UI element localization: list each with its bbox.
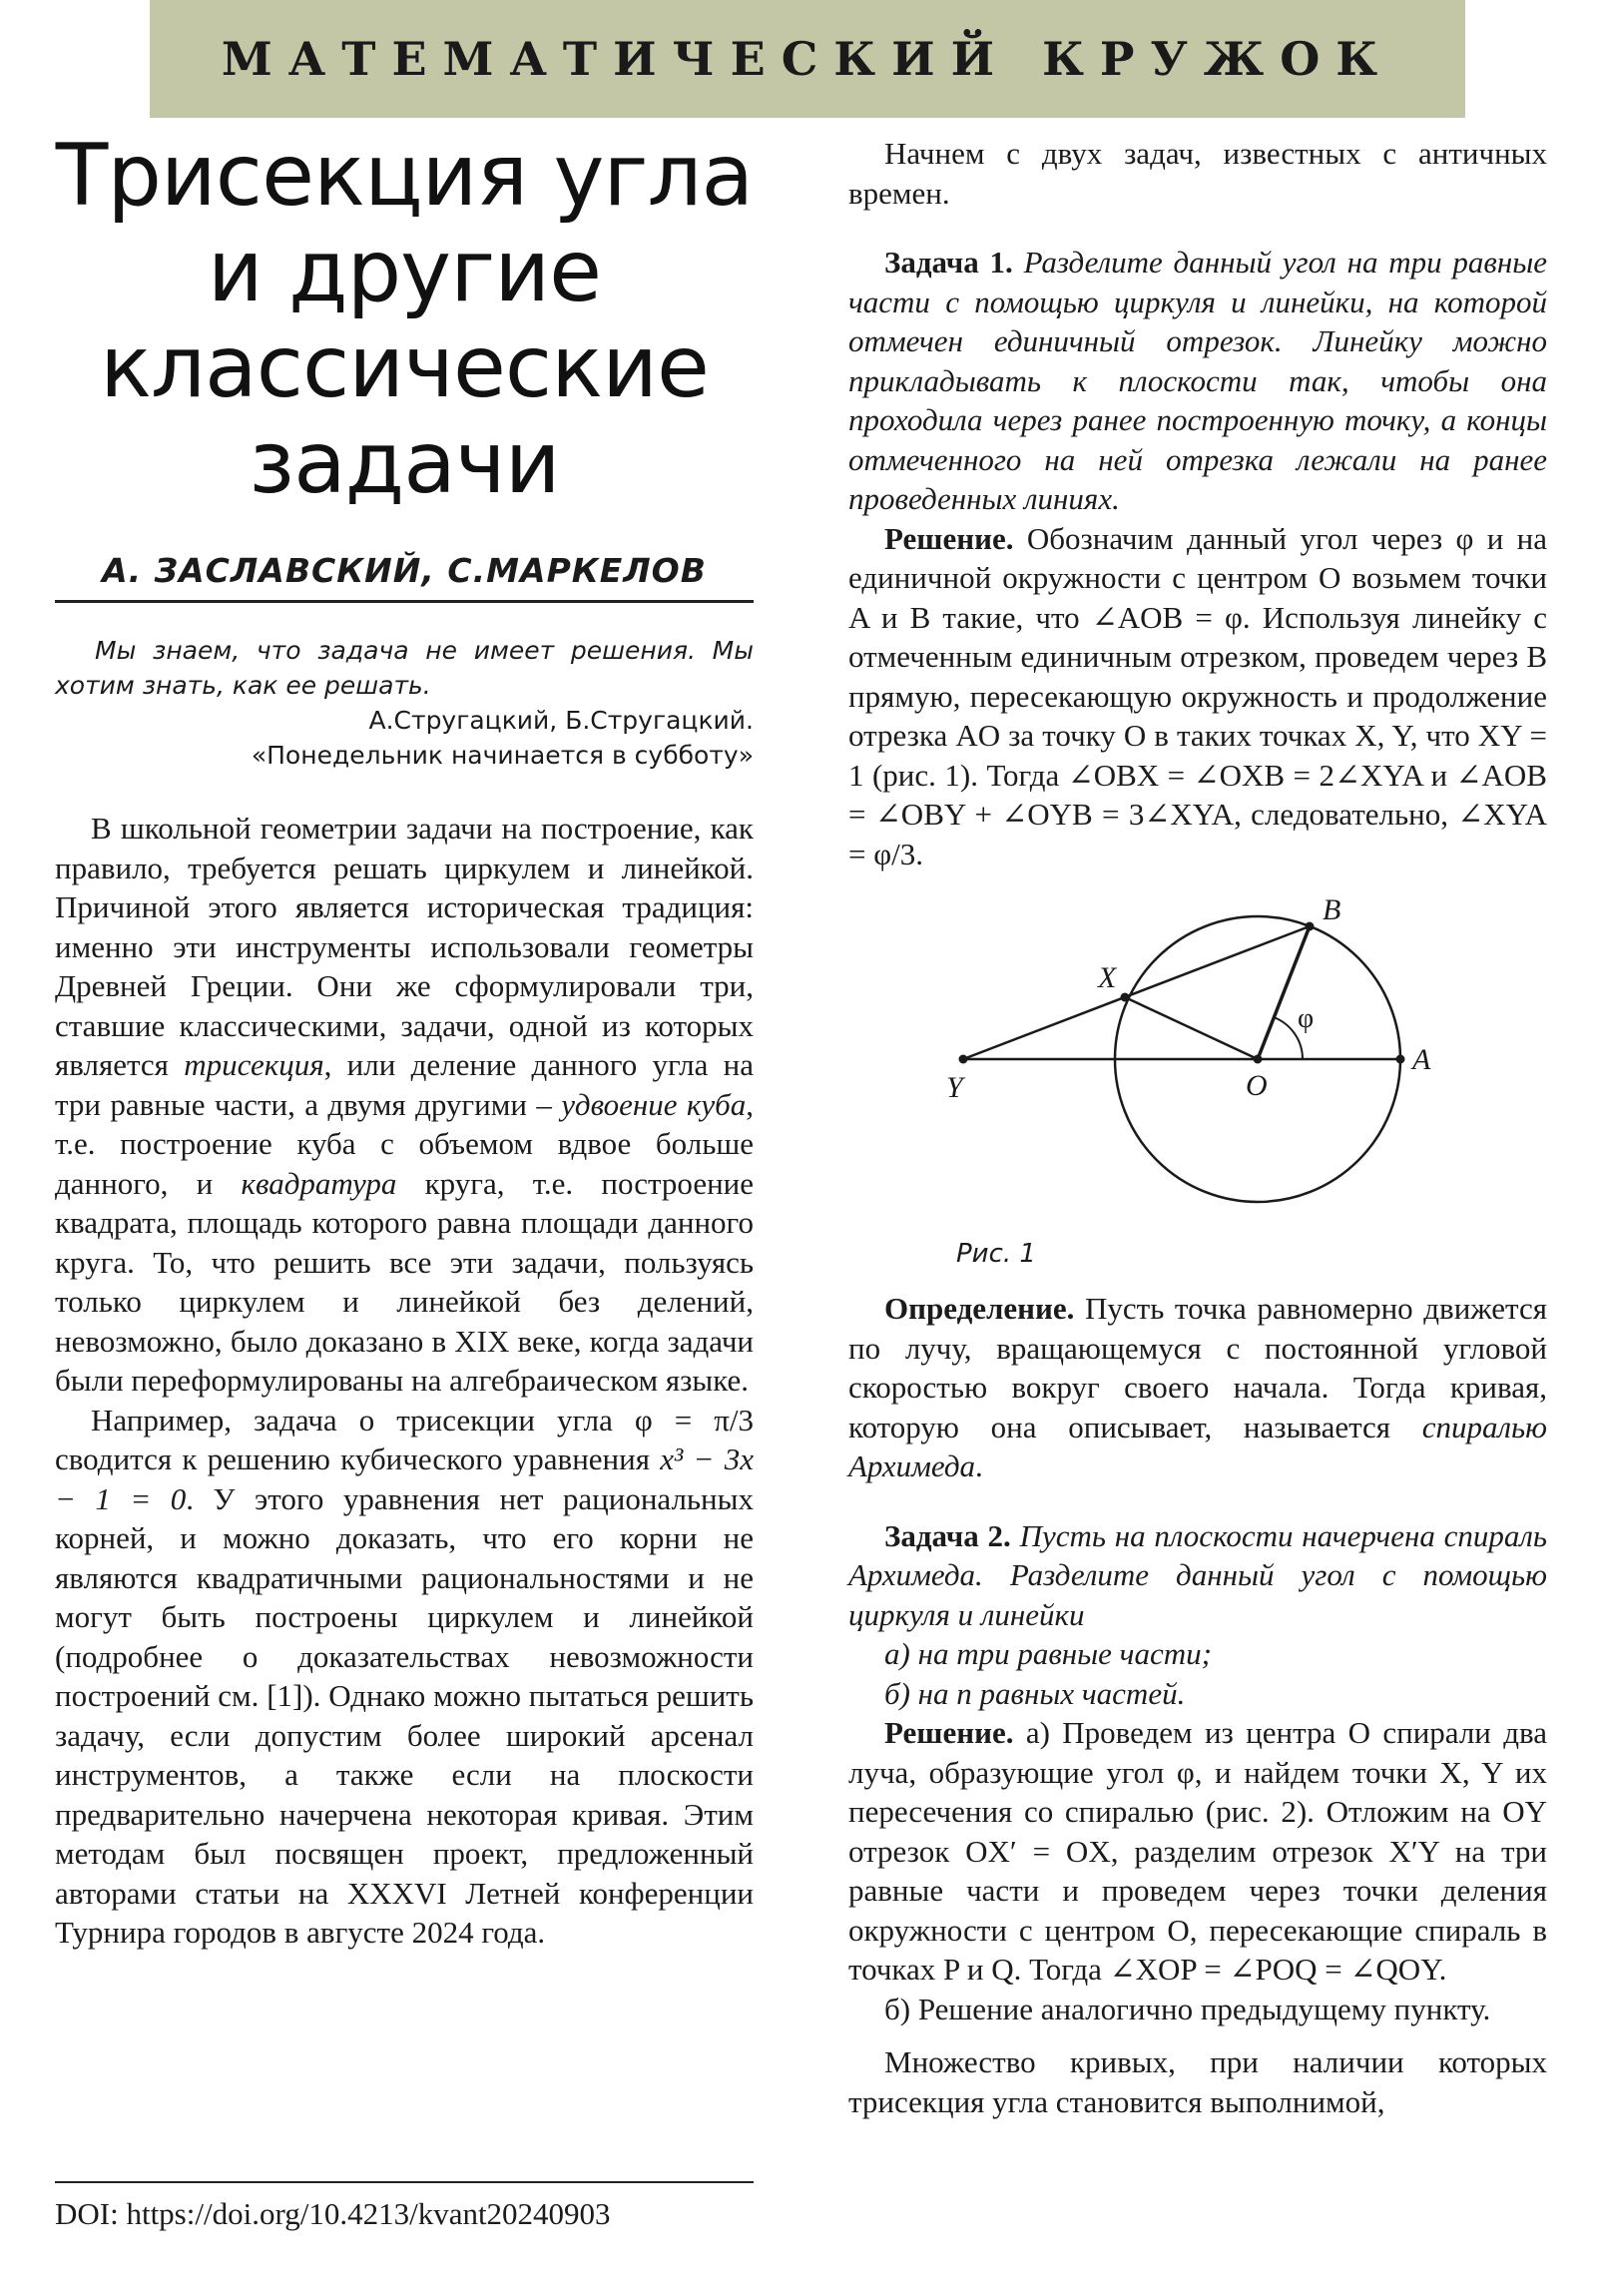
figure-1-caption: Рис. 1: [956, 1239, 1036, 1269]
solution-1-text: Обозначим данный угол через φ и на единичной окружности с центром O возьмем точки A и B такие, что ∠AOB = φ. Используя линейку с отмеченным единичным отрезком, проведем через B прямую, пересекающую окружность и продолжение отрезка AO за точку O в таких точках X, Y, что XY = 1 (рис. 1). Тогда ∠OBX = ∠OXB = 2∠XYA и ∠AOB = ∠OBY + ∠OYB = 3∠XYA, следовательно, ∠XYA = φ/3.: [848, 520, 1548, 871]
paragraph-final: Множество кривых, при наличии которых трисекция угла становится выполнимой,: [848, 2044, 1547, 2119]
section-title: МАТЕМАТИЧЕСКИЙ КРУЖОК: [221, 32, 1394, 86]
task-1-text: Разделите данный угол на три равные части с помощью циркуля и линейки, на которой отмечен единичный отрезок. Линейку можно прикладывать к плоскости так, чтобы она проходила через ранее построенную точку, а концы отмеченного на ней отрезка лежали на ранее проведенных линиях.: [848, 245, 1547, 516]
definition: Определение. Пусть точка равномерно движется по лучу, вращающемуся с постоянной угловой скоростью вокруг своего начала. Тогда кривая, которую она описывает, называется спиралью Архимеда.: [848, 1291, 1548, 1483]
solution-2-text: а) Проведем из центра O спирали два луча, образующие угол φ, и найдем точки X, Y их пересечения со спиралью (рис. 2). Отложим на OY отрезок OX′ = OX, разделим отрезок X′Y на три равные части и проведем через точки деления окружности с центром O, пересекающие спираль в точках P и Q. Тогда ∠XOP = ∠POQ = ∠QOY.: [848, 1715, 1548, 1987]
solution-2: [848, 1713, 1547, 1990]
task-1: [848, 243, 1547, 519]
paragraph-intro: В школьной геометрии задачи на построение, как правило, требуется решать циркулем и линейкой. Причиной этого является историческая традиция: именно эти инструменты использовали геометры Древней Греции. Они же сформулировали три, ставшие классическими, задачи, одной из которых является трисекция, или деление данного угла на три равные части, а двумя другими – удвоение куба, т.е. построение куба с объемом вдвое больше данного, и квадратура круга, т.е. построение квадрата, площадь которого равна площади данного круга. То, что решить все эти задачи, пользуясь только циркулем и линейкой без делений, невозможно, было доказано в XIX веке, когда задачи были переформулированы на алгебраическом языке.: [55, 811, 755, 1398]
footer-rule: [55, 2181, 754, 2183]
definition-label: Определение.: [884, 1291, 1075, 1326]
label-o: O: [1246, 1069, 1268, 1102]
solution-2-part-b: б) Решение аналогично предыдущему пункту.: [884, 1991, 1491, 2026]
task-1-label: Задача 1.: [884, 245, 1013, 280]
label-phi: φ: [1298, 1003, 1315, 1034]
solution-1: [848, 519, 1547, 874]
epigraph-quote: Мы знаем, что задача не имеет решения. Мы хотим знать, как ее решать.: [55, 636, 754, 700]
right-column: [848, 118, 1547, 2121]
point-x: [1121, 993, 1130, 1002]
epigraph-source-authors: А.Стругацкий, Б.Стругацкий.: [368, 706, 754, 735]
point-y: [959, 1055, 968, 1064]
line-y-b: [963, 926, 1310, 1059]
doi-link[interactable]: DOI: https://doi.org/10.4213/kvant20240903: [55, 2196, 611, 2231]
paragraph-intro-tasks: Начнем с двух задач, известных с античных времен.: [848, 136, 1547, 211]
task-2-part-a: а) на три равные части;: [884, 1636, 1212, 1671]
epigraph: [55, 633, 754, 773]
task-2-part-b: б) на n равных частей.: [884, 1675, 1186, 1711]
figure-1-diagram: [848, 899, 1547, 1229]
task-2-text: Пусть на плоскости начерчена спираль Архимеда. Разделите данный угол с помощью циркуля и линейки: [848, 1517, 1547, 1632]
term-quadrature: квадратура: [241, 1165, 397, 1201]
article-title: Трисекция угла и другие классические задачи: [55, 126, 754, 513]
paragraph-example: Например, задача о трисекции угла φ = π/3 сводится к решению кубического уравнения x³ − 3x − 1 = 0. У этого уравнения нет рациональных корней, и можно доказать, что его корни не являются квадратичными рациональностями и не могут быть построены циркулем и линейкой (подробнее о доказательствах невозможности построений см. [1]). Однако можно пытаться решить задачу, если допустим более широкий арсенал инструментов, а также если на плоскости предварительно начерчена некоторая кривая. Этим методам был посвящен проект, предложенный авторами статьи на XXXVI Летней конференции Турнира городов в августе 2024 года.: [55, 1402, 754, 1950]
label-x: X: [1098, 961, 1117, 994]
cubic-equation: x³ − 3x − 1 = 0: [55, 1441, 754, 1516]
term-cube-doubling: удвоение куба: [561, 1086, 747, 1122]
label-b: B: [1323, 899, 1341, 926]
term-trisection: трисекция: [184, 1047, 324, 1082]
section-header: [150, 0, 1465, 118]
solution-2-label: Решение.: [884, 1715, 1014, 1750]
left-column: [55, 118, 754, 1953]
figure-1: [848, 899, 1547, 1229]
task-2-label: Задача 2.: [884, 1517, 1011, 1553]
point-o: [1254, 1055, 1263, 1064]
label-a: A: [1412, 1043, 1431, 1076]
task-2: [848, 1516, 1547, 1635]
term-archimedes-spiral: спиралью Архимеда: [848, 1409, 1548, 1483]
epigraph-source-book: «Понедельник начинается в субботу»: [251, 741, 754, 770]
authors: А. ЗАСЛАВСКИЙ, С.МАРКЕЛОВ: [55, 551, 754, 603]
point-a: [1396, 1055, 1405, 1064]
point-b: [1306, 922, 1315, 931]
segment-o-b: [1258, 926, 1310, 1059]
label-y: Y: [946, 1071, 963, 1104]
solution-1-label: Решение.: [884, 520, 1014, 556]
segment-x-o: [1125, 997, 1258, 1059]
